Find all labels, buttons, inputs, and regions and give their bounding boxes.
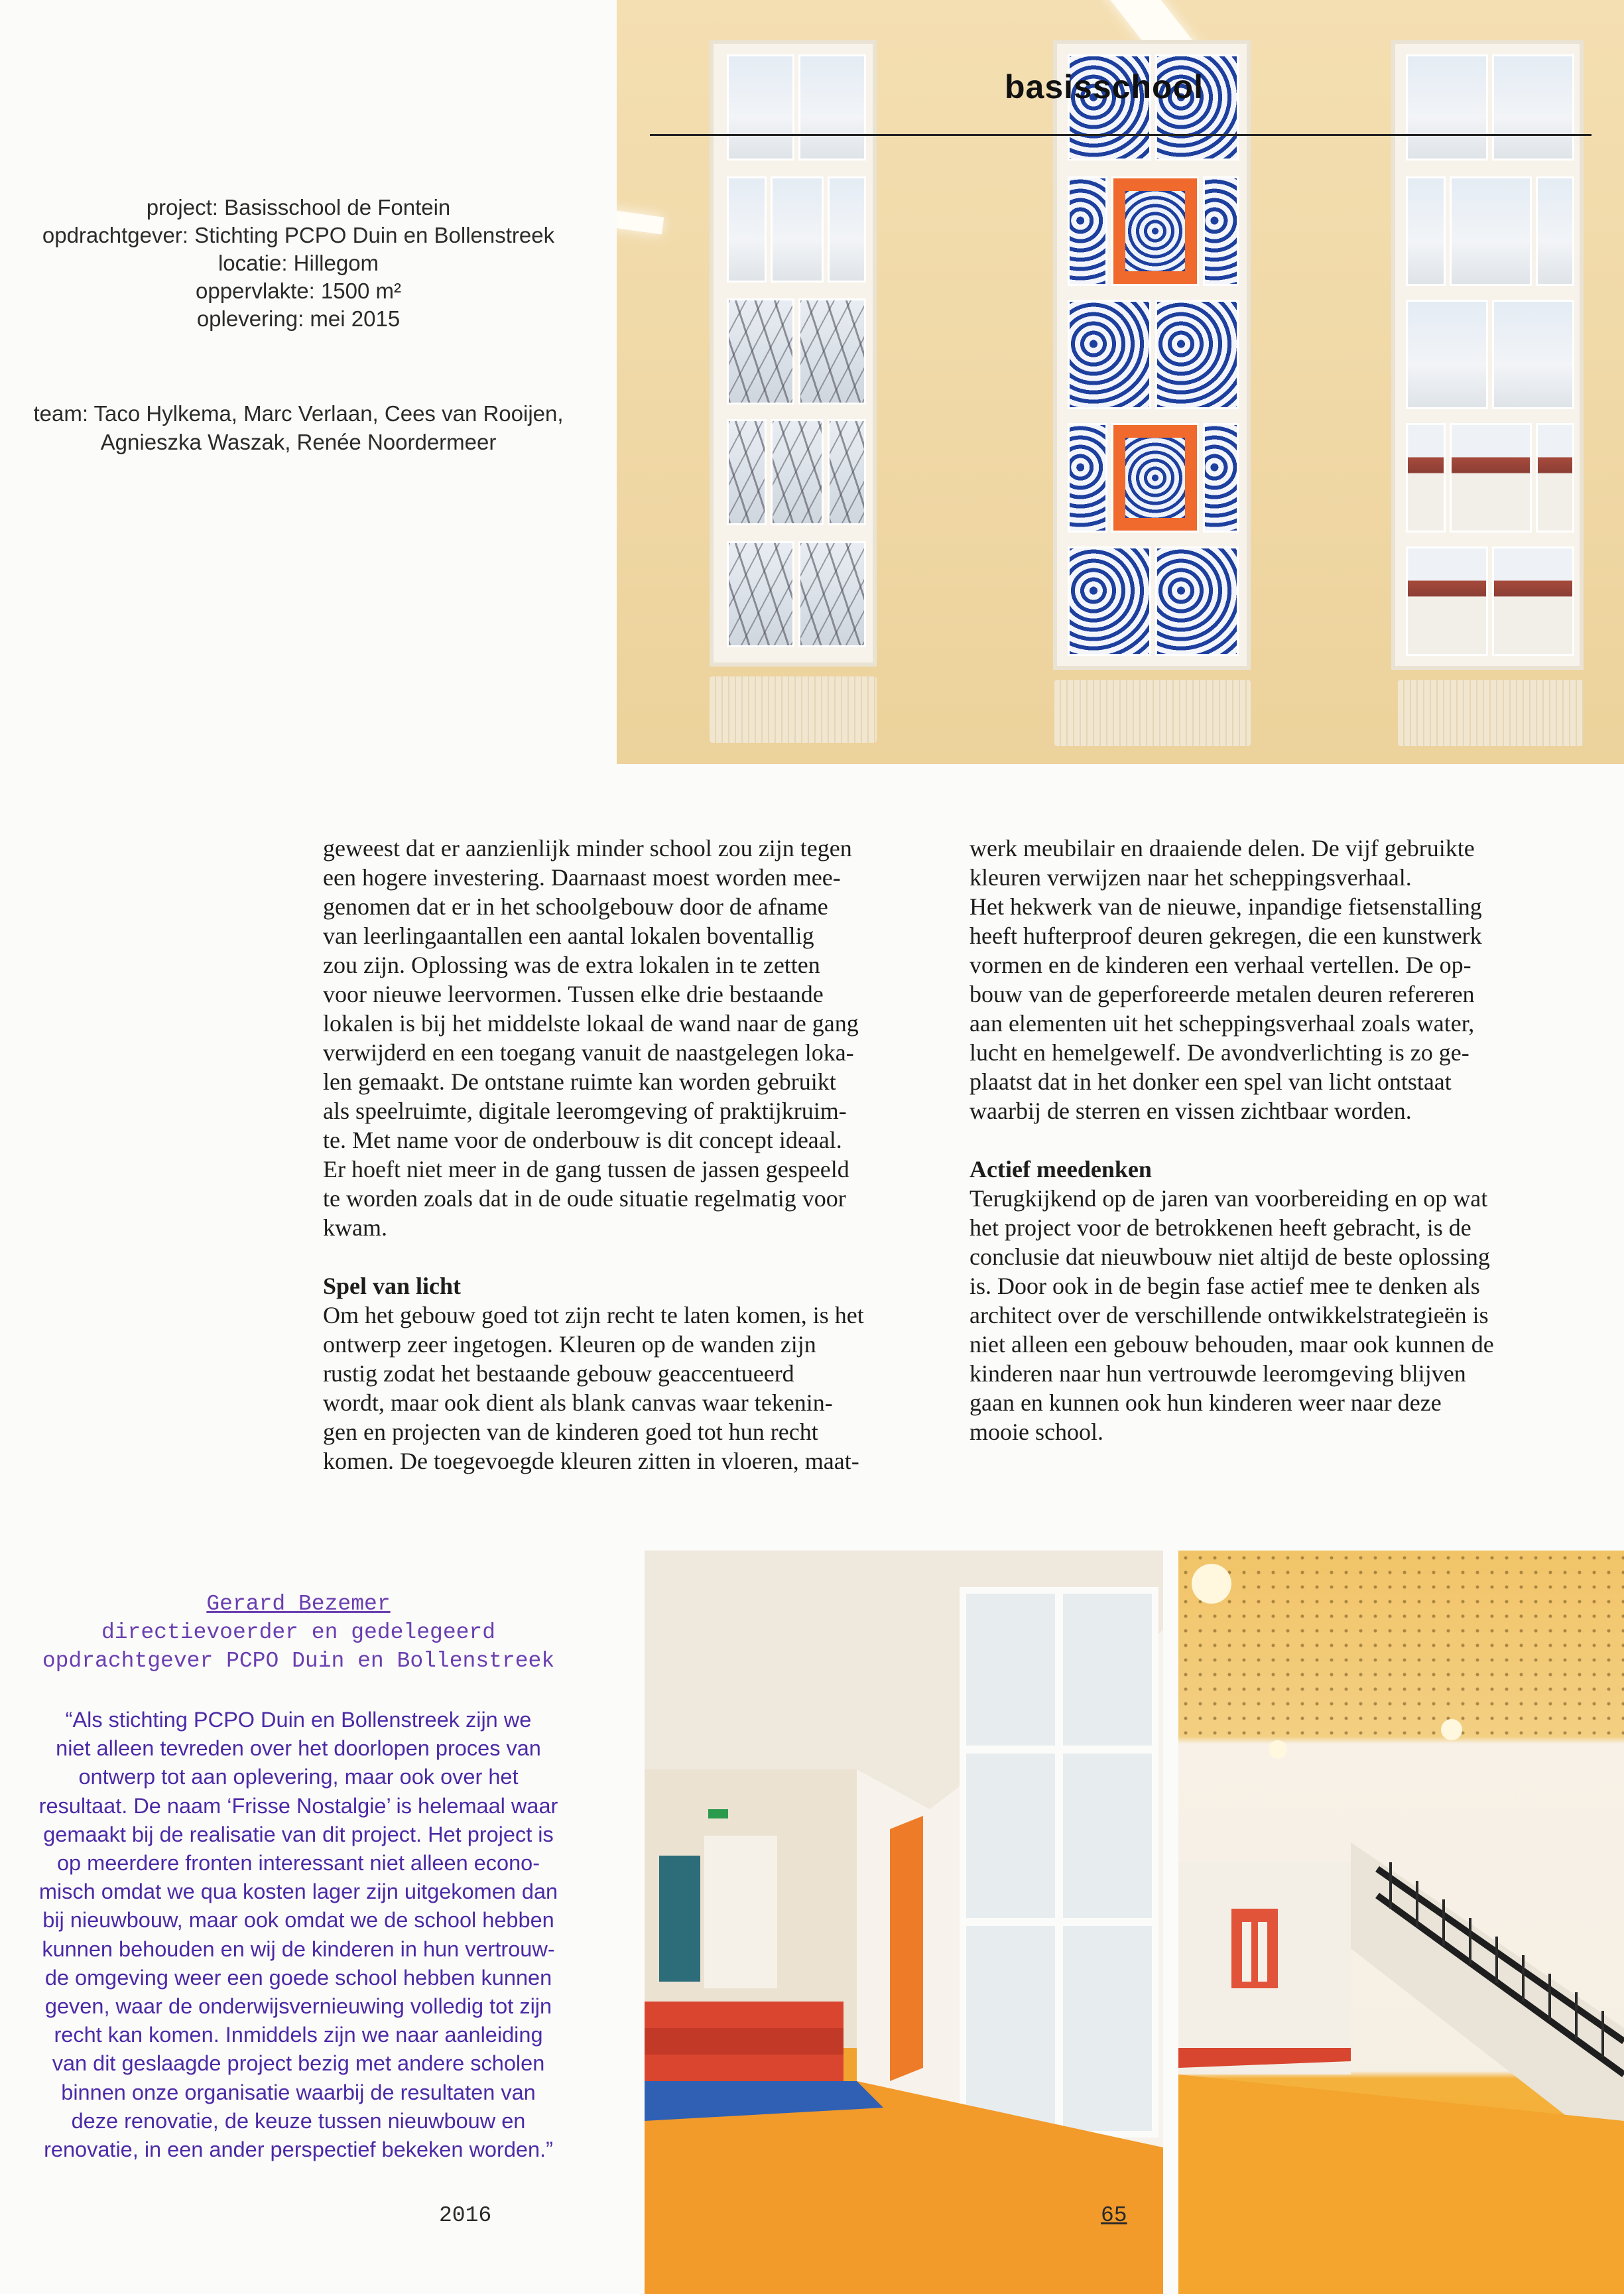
quote-author <box>0 1590 597 1675</box>
radiator <box>710 676 877 743</box>
text-line: Terugkijkend op de jaren van voorbereiding en op wat <box>969 1185 1488 1212</box>
text-line: een hogere investering. Daarnaast moest worden mee- <box>323 864 841 891</box>
quote-line: op meerdere fronten interessant niet alleen econo- <box>56 1851 540 1876</box>
wall-light-beam <box>617 207 664 234</box>
quote-line: geven, waar de onderwijsvernieuwing volledig tot zijn <box>44 1994 552 2019</box>
text-line: wordt, maar ook dient als blank canvas waar tekenin- <box>323 1389 833 1416</box>
text-line: bouw van de geperforeerde metalen deuren refereren <box>969 981 1475 1007</box>
text-line: als speelruimte, digitale leeromgeving of praktijkruim- <box>323 1098 847 1124</box>
subheading-spel-van-licht: Spel van licht <box>323 1273 462 1299</box>
text-line: lucht en hemelgewelf. De avondverlichting is zo ge- <box>969 1039 1469 1066</box>
staircase-photo <box>1178 1551 1624 2294</box>
text-line: is. Door ook in de begin fase actief mee te denken als <box>969 1273 1480 1299</box>
text-line: werk meubilair en draaiende delen. De vijf gebruikte <box>969 835 1475 861</box>
quote-line: recht kan komen. Inmiddels zijn we naar aanleiding <box>54 2023 543 2047</box>
section-rule <box>650 134 1592 136</box>
quote-line: de omgeving weer een goede school hebben kunnen <box>44 1965 552 1990</box>
text-line: architect over de verschillende ontwikkelstrategieën is <box>969 1302 1489 1328</box>
quote-line: deze renovatie, de keuze tussen nieuwbouw en <box>71 2108 526 2133</box>
text-line: plaatst dat in het donker een spel van licht ontstaat <box>969 1068 1452 1095</box>
text-line: verwijderd en een toegang vanuit de naastgelegen loka- <box>323 1039 854 1066</box>
staircase-illustration <box>1178 1551 1624 2294</box>
page-number: 65 <box>1101 2203 1127 2228</box>
quote-line: “Als stichting PCPO Duin en Bollenstreek zijn we <box>65 1708 532 1732</box>
author-role: opdrachtgever PCPO Duin en Bollenstreek <box>42 1649 555 1673</box>
corridor-illustration <box>645 1551 1163 2294</box>
text-line: van leerlingaantallen een aantal lokalen boventallig <box>323 923 814 949</box>
text-line: mooie school. <box>969 1419 1103 1445</box>
text-line: aan elementen uit het scheppingsverhaal zoals water, <box>969 1010 1475 1037</box>
footer-year: 2016 <box>439 2203 492 2228</box>
quote-line: binnen onze organisatie waarbij de resultaten van <box>61 2080 536 2104</box>
quote-line: van dit geslaagde project bezig met andere scholen <box>52 2051 545 2076</box>
pull-quote <box>0 1706 597 2164</box>
quote-line: misch omdat we qua kosten lager zijn uitgekomen dan <box>38 1880 558 1904</box>
section-label: basisschool <box>1005 68 1204 105</box>
article-column-left <box>323 834 864 1476</box>
hall-windows-photo <box>617 0 1624 764</box>
quote-line: niet alleen tevreden over het doorlopen proces van <box>56 1736 541 1761</box>
article-column-right <box>969 834 1494 1446</box>
text-line: te. Met name voor de onderbouw is dit concept ideaal. <box>323 1127 842 1153</box>
text-line: gen en projecten van de kinderen goed tot hun recht <box>323 1419 818 1445</box>
text-line: waarbij de sterren en vissen zichtbaar worden. <box>969 1098 1412 1124</box>
credit-area: oppervlakte: 1500 m² <box>195 279 401 303</box>
credit-client: opdrachtgever: Stichting PCPO Duin en Bollenstreek <box>42 223 555 247</box>
text-line: conclusie dat nieuwbouw niet altijd de beste oplossing <box>969 1243 1490 1270</box>
text-line: Het hekwerk van de nieuwe, inpandige fietsenstalling <box>969 893 1482 920</box>
quote-line: gemaakt bij de realisatie van dit project. Het project is <box>43 1822 554 1846</box>
text-line: Er hoeft niet meer in de gang tussen de jassen gespeeld <box>323 1156 849 1182</box>
author-name: Gerard Bezemer <box>206 1592 391 1616</box>
text-line: komen. De toegevoegde kleuren zitten in vloeren, maat- <box>323 1448 859 1474</box>
text-line: lokalen is bij het middelste lokaal de wand naar de gang <box>323 1010 859 1037</box>
team-line: team: Taco Hylkema, Marc Verlaan, Cees van Rooijen, <box>33 401 564 426</box>
text-line: kinderen naar hun vertrouwde leeromgeving blijven <box>969 1360 1466 1387</box>
credit-location: locatie: Hillegom <box>218 251 379 275</box>
project-credits <box>0 194 597 333</box>
credit-delivery: oplevering: mei 2015 <box>196 306 401 331</box>
text-line: genomen dat er in het schoolgebouw door de afname <box>323 893 828 920</box>
text-line: zou zijn. Oplossing was de extra lokalen in te zetten <box>323 952 820 978</box>
text-line: heeft hufterproof deuren gekregen, die een kunstwerk <box>969 923 1482 949</box>
quote-line: kunnen behouden en wij de kinderen in hun vertrouw- <box>42 1937 555 1961</box>
text-line: kwam. <box>323 1214 387 1241</box>
quote-line: bij nieuwbouw, maar ook omdat we de school hebben <box>42 1908 554 1933</box>
credit-project: project: Basisschool de Fontein <box>146 195 451 220</box>
text-line: te worden zoals dat in de oude situatie regelmatig voor <box>323 1185 846 1212</box>
radiator <box>1054 680 1251 746</box>
team-line: Agnieszka Waszak, Renée Noordermeer <box>100 430 497 454</box>
text-line: rustig zodat het bestaande gebouw geaccentueerd <box>323 1360 794 1387</box>
author-role: directievoerder en gedelegeerd <box>101 1620 496 1645</box>
text-line: ontwerp zeer ingetogen. Kleuren op de wanden zijn <box>323 1331 816 1358</box>
quote-line: renovatie, in een ander perspectief bekeken worden.” <box>44 2137 553 2162</box>
text-line: Om het gebouw goed tot zijn recht te laten komen, is het <box>323 1302 864 1328</box>
text-line: len gemaakt. De ontstane ruimte kan worden gebruikt <box>323 1068 836 1095</box>
text-line: voor nieuwe leervormen. Tussen elke drie bestaande <box>323 981 824 1007</box>
quote-line: resultaat. De naam ‘Frisse Nostalgie’ is helemaal waar <box>38 1793 558 1818</box>
subheading-actief-meedenken: Actief meedenken <box>969 1156 1152 1182</box>
text-line: vormen en de kinderen een verhaal vertellen. De op- <box>969 952 1471 978</box>
text-line: geweest dat er aanzienlijk minder school zou zijn tegen <box>323 835 852 861</box>
text-line: gaan en kunnen ook hun kinderen weer naar deze <box>969 1389 1442 1416</box>
text-line: het project voor de betrokkenen heeft gebracht, is de <box>969 1214 1471 1241</box>
text-line: niet alleen een gebouw behouden, maar ook kunnen de <box>969 1331 1494 1358</box>
quote-line: ontwerp tot aan oplevering, maar ook over het <box>78 1765 519 1789</box>
radiator <box>1398 680 1584 746</box>
text-line: kleuren verwijzen naar het scheppingsverhaal. <box>969 864 1412 891</box>
project-team <box>0 399 597 456</box>
corridor-photo <box>645 1551 1163 2294</box>
